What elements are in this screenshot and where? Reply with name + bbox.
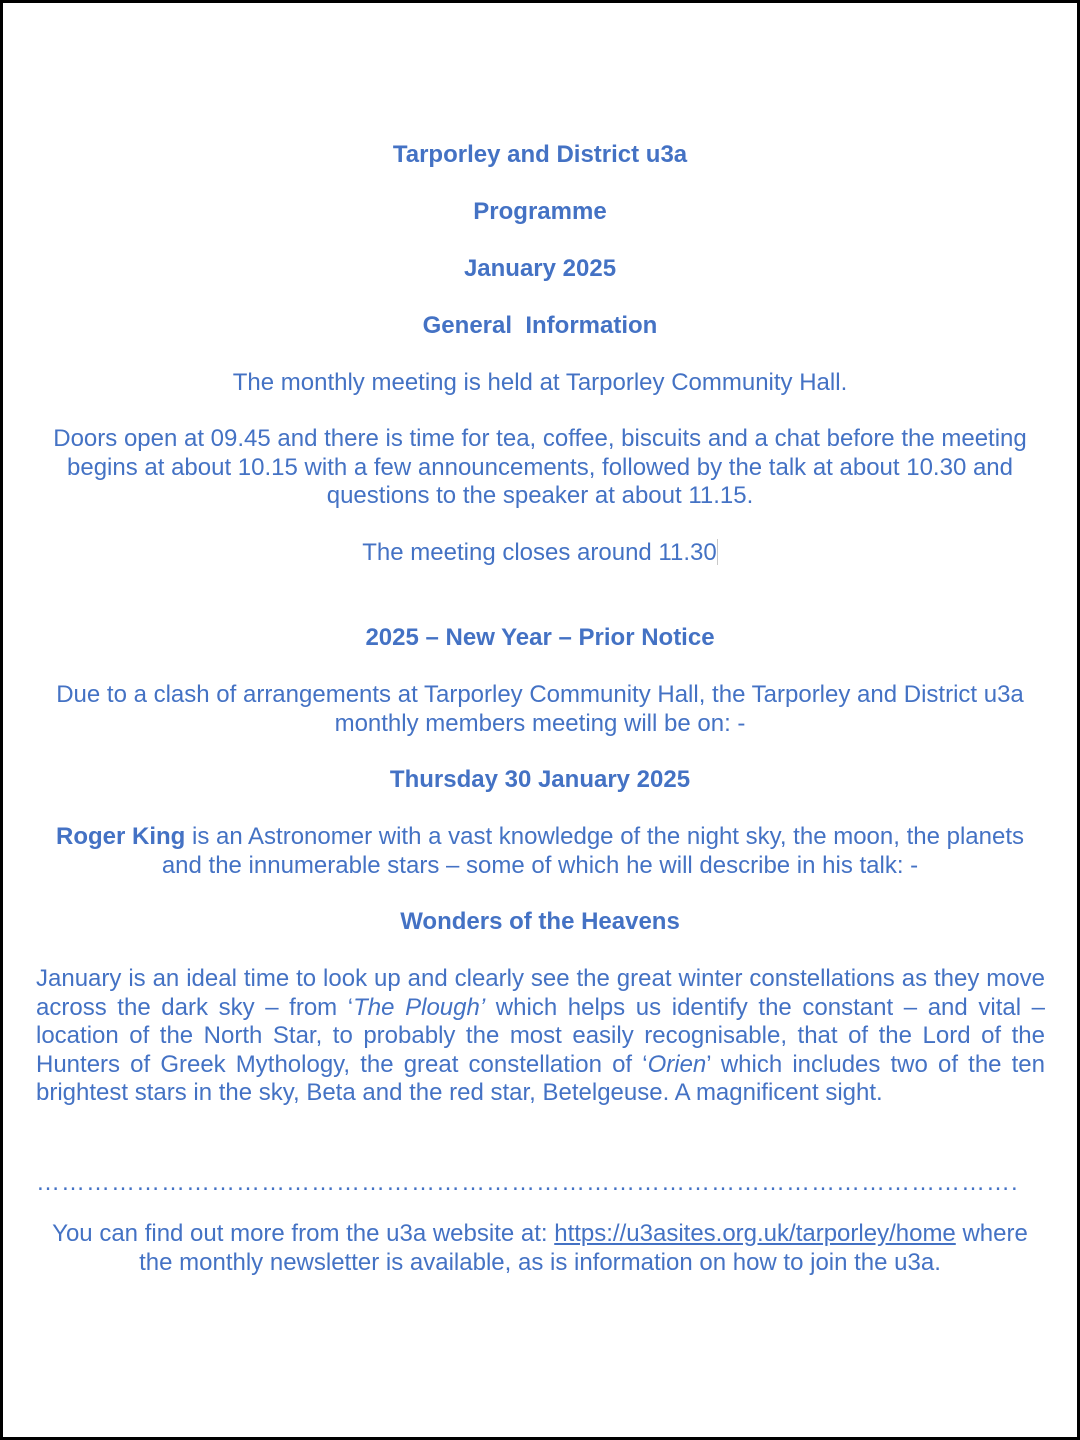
notice-paragraph: [33, 681, 1047, 738]
talk-text: which helps us identify the constant – and vital – location of the North Star, to probably the most easily recognisable, that of the Lord of the Hunters of Greek Mythology, the great constellation of ‘: [36, 993, 1046, 1078]
dotted-divider: ……………………………………………………………………………………………………….: [36, 1169, 1019, 1196]
speaker-description: is an Astronomer with a vast knowledge of the night sky, the moon, the planets: [185, 823, 1024, 850]
talk-description: [36, 965, 1045, 1108]
notice-heading: 2025 – New Year – Prior Notice: [365, 624, 715, 651]
schedule-line: Doors open at 09.45 and there is time for tea, coffee, biscuits and a chat before the meeting: [53, 425, 1027, 452]
text-cursor: [717, 539, 718, 565]
speaker-paragraph: [33, 823, 1047, 880]
talk-text: January is an ideal time to look up and clearly see the great winter constellations as they move across the dark sky – from ‘: [36, 965, 1045, 1021]
speaker-line: [33, 823, 1047, 852]
website-link[interactable]: https://u3asites.org.uk/tarporley/home: [554, 1220, 956, 1247]
venue-text: The monthly meeting is held at Tarporley Community Hall.: [232, 369, 848, 396]
schedule-paragraph: [33, 425, 1047, 511]
footer-text: You can find out more from the u3a website at:: [52, 1220, 555, 1247]
general-info-heading: General Information: [422, 312, 658, 339]
programme-title: Programme: [473, 198, 607, 225]
closing-text-value: The meeting closes around 11.30: [362, 539, 717, 566]
speaker-line: and the innumerable stars – some of which he will describe in his talk: -: [161, 851, 919, 879]
footer-line: the monthly newsletter is available, as is information on how to join the u3a.: [139, 1248, 941, 1276]
month-title: January 2025: [463, 255, 617, 282]
notice-line: monthly members meeting will be on: -: [334, 709, 746, 737]
footer-line: [33, 1220, 1047, 1249]
footer-paragraph: [33, 1220, 1047, 1277]
org-title: Tarporley and District u3a: [392, 141, 688, 168]
schedule-line: begins at about 10.15 with a few announcements, followed by the talk at about 10.30 and: [67, 453, 1013, 481]
speaker-name: Roger King: [55, 823, 186, 850]
schedule-line: questions to the speaker at about 11.15.: [326, 482, 754, 509]
footer-text: where: [955, 1220, 1028, 1247]
talk-italic-orien: Orien: [647, 1050, 707, 1078]
talk-italic-plough: The Plough’: [353, 993, 486, 1021]
talk-text: ’ which includes two of the ten brightest stars in the sky, Beta and the red star, Betelgeuse. A magnificent sight.: [36, 1050, 1046, 1106]
talk-title: Wonders of the Heavens: [400, 908, 680, 935]
meeting-date: Thursday 30 January 2025: [389, 766, 691, 793]
notice-line: Due to a clash of arrangements at Tarporley Community Hall, the Tarporley and District u3a: [56, 681, 1024, 708]
closing-text: [33, 539, 1047, 568]
